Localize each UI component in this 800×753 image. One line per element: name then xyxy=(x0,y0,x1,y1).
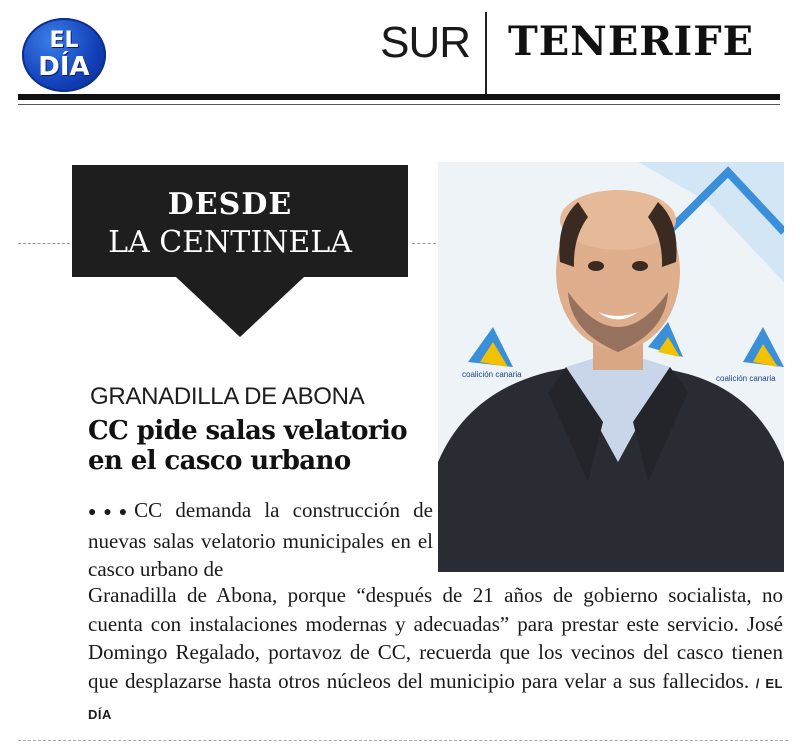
article-body-intro xyxy=(88,496,433,583)
masthead-divider xyxy=(485,12,487,96)
headline-line-1: CC pide salas velatorio xyxy=(88,416,408,446)
article-location: GRANADILLA DE ABONA xyxy=(90,383,365,410)
portrait-illustration xyxy=(438,162,784,572)
masthead xyxy=(0,0,800,110)
section-island: TENERIFE xyxy=(508,18,755,65)
dashed-rule-right xyxy=(412,243,436,245)
logo-text-bottom: DÍA xyxy=(38,52,90,82)
backdrop-label-left: coalición canaria xyxy=(462,370,522,379)
column-banner xyxy=(72,165,408,340)
dashed-rule-left xyxy=(18,243,70,245)
logo-text-top: EL xyxy=(49,28,79,53)
body-intro-text: CC demanda la construcción de nuevas salas velatorio municipales en el casco urbano de xyxy=(88,498,433,581)
page-bottom-rule xyxy=(18,740,788,741)
article-headline[interactable] xyxy=(88,416,433,476)
masthead-rule-thick xyxy=(18,94,780,100)
lead-marker: ●●● xyxy=(88,505,135,520)
section-region: SUR xyxy=(380,18,470,67)
article-body-main xyxy=(88,581,783,730)
backdrop-label-right: coalición canaria xyxy=(716,374,776,383)
body-main-text: Granadilla de Abona, porque “después de 21 años de gobierno socialista, no cuenta con instalaciones modernas y adecuadas” para prestar este servicio. José Domingo Regalado, portavoz de CC, recuerda que los vecinos del casco tienen que desplazarse hasta otros núcleos del municipio para velar a sus fallecidos. xyxy=(88,583,783,693)
banner-title-line1: DESDE xyxy=(167,187,293,222)
newspaper-logo[interactable] xyxy=(22,18,106,92)
headline-line-2: en el casco urbano xyxy=(88,446,351,476)
banner-title-line2: LA CENTINELA xyxy=(108,225,352,260)
article-byline: / EL DÍA xyxy=(88,675,784,722)
masthead-rule-thin xyxy=(18,104,780,105)
article-photo[interactable] xyxy=(438,162,784,572)
